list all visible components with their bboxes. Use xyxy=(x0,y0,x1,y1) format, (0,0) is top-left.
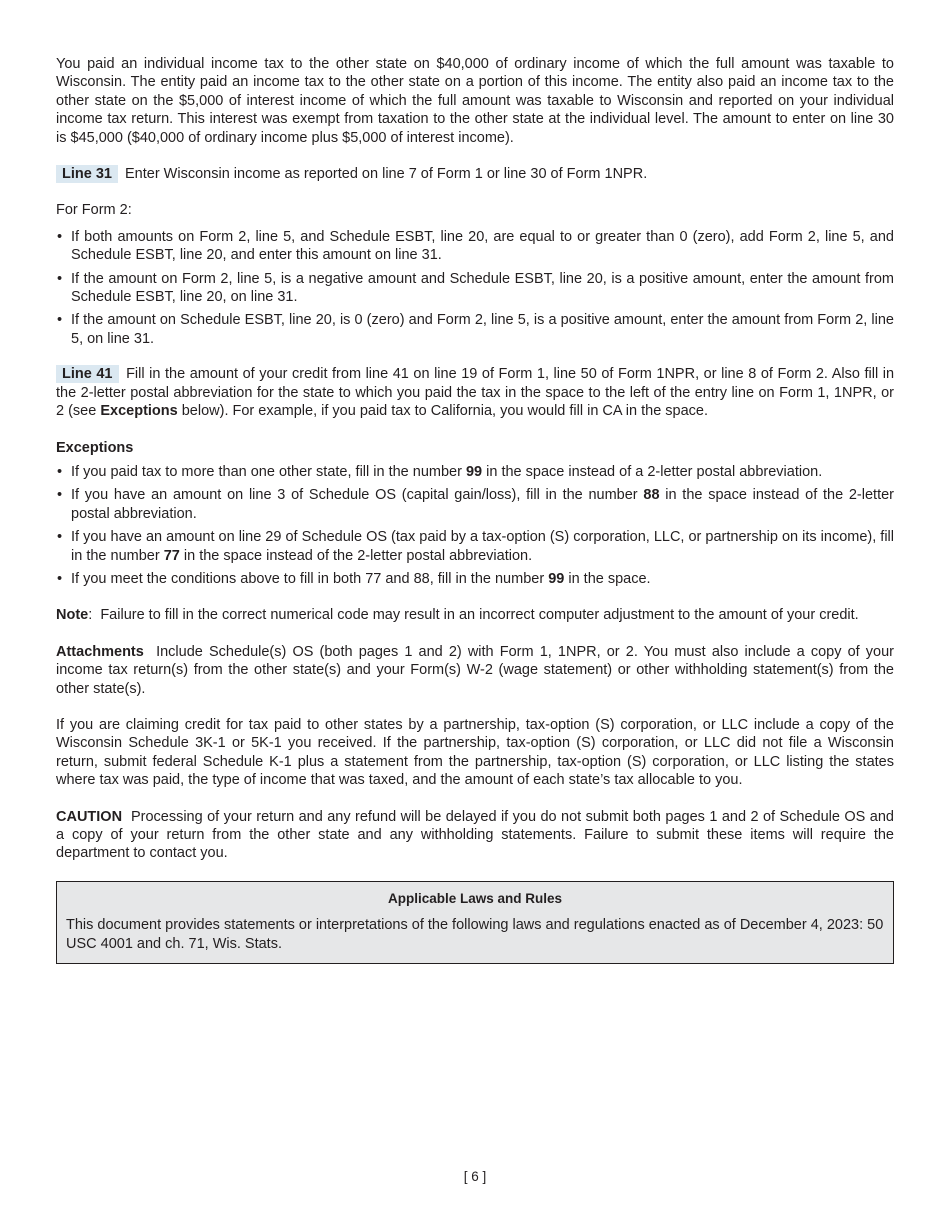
partnership-paragraph: If you are claiming credit for tax paid to other states by a partnership, tax-option (S) corporation, or LLC include a copy of the Wisconsin Schedule 3K-1 or 5K-1 you received. If the partnership, tax-option (S) corporation, or LLC did not file a Wisconsin return, submit federal Schedule K-1 plus a statement from the partnership, tax-option (S) corporation, or LLC listing the states where tax was paid, the type of income that was taxed, and the amount of each state’s tax allocable to you. xyxy=(56,716,894,789)
list-item: • If both amounts on Form 2, line 5, and Schedule ESBT, line 20, are equal to or greater than 0 (zero), add Form 2, line 5, and Schedule ESBT, line 20, and enter this amount on line 31. xyxy=(56,228,894,265)
form2-heading: For Form 2: xyxy=(56,202,132,219)
line31-paragraph xyxy=(56,165,894,183)
document-page xyxy=(56,55,894,964)
list-item: • If you paid tax to more than one other state, fill in the number 99 in the space instead of a 2-letter postal abbreviation. xyxy=(56,463,894,481)
caution-paragraph xyxy=(56,808,894,863)
applicable-laws-title: Applicable Laws and Rules xyxy=(387,890,563,906)
attachments-label: Attachments xyxy=(56,643,144,660)
note-label: Note xyxy=(56,607,89,624)
exceptions-heading: Exceptions xyxy=(56,439,134,456)
list-item: • If the amount on Schedule ESBT, line 20, is 0 (zero) and Form 2, line 5, is a positive amount, enter the amount from Form 2, line 5, on line 31. xyxy=(56,311,894,348)
list-item: • If you meet the conditions above to fill in both 77 and 88, fill in the number 99 in the space. xyxy=(56,570,894,588)
list-item: • If the amount on Form 2, line 5, is a negative amount and Schedule ESBT, line 20, is a positive amount, enter the amount from Schedule ESBT, line 20, on line 31. xyxy=(56,270,894,307)
note-text: Failure to fill in the correct numerical code may result in an incorrect computer adjustment to the amount of your credit. xyxy=(100,607,859,624)
list-item: • If you have an amount on line 3 of Schedule OS (capital gain/loss), fill in the number 88 in the space instead of the 2-letter postal abbreviation. xyxy=(56,486,894,523)
applicable-laws-text: This document provides statements or interpretations of the following laws and regulations enacted as of December 4, 2023: 50 USC 4001 and ch. 71, Wis. Stats. xyxy=(66,917,884,952)
line41-text-before: Fill in the amount of your credit from line 41 on line 19 of Form 1, line 50 of Form 1NPR, or line 8 of Form 2. Also fill in the 2-letter postal abbreviation for the state to which you paid the tax in the space to the left of the entry line on Form 1, 1NPR, or 2 (see xyxy=(56,366,895,420)
line31-label: Line 31 xyxy=(56,165,118,183)
line41-exceptions-ref: Exceptions xyxy=(100,403,178,420)
intro-paragraph: You paid an individual income tax to the other state on $40,000 of ordinary income of which the full amount was taxable to Wisconsin. The entity paid an income tax to the other state on a portion of this income. The entity also paid an income tax to the other state on the $5,000 of interest income of which the full amount was taxable to Wisconsin and reported on your individual income tax return. This interest was exempt from taxation to the other state at the individual level. The amount to enter on line 30 is $45,000 ($40,000 of ordinary income plus $5,000 of interest income). xyxy=(56,56,894,146)
page-number: [ 6 ] xyxy=(463,1169,487,1184)
note-paragraph: Note: Failure to fill in the correct numerical code may result in an incorrect computer adjustment to the amount of your credit. xyxy=(56,607,859,624)
attachments-paragraph xyxy=(56,643,894,698)
line31-text: Enter Wisconsin income as reported on line 7 of Form 1 or line 30 of Form 1NPR. xyxy=(125,166,648,183)
attachments-text: Include Schedule(s) OS (both pages 1 and 2) with Form 1, 1NPR, or 2. You must also include a copy of your income tax return(s) from the other state(s) and your Form(s) W-2 (wage statement) or other withholding statement(s) from the other state(s). xyxy=(56,643,894,697)
applicable-laws-box xyxy=(56,881,894,964)
list-item: • If you have an amount on line 29 of Schedule OS (tax paid by a tax-option (S) corporation, LLC, or partnership on its income), fill in the number 77 in the space instead of the 2-letter postal abbreviation. xyxy=(56,528,894,565)
exceptions-list xyxy=(56,463,894,588)
line41-text-after: below). For example, if you paid tax to California, you would fill in CA in the space. xyxy=(181,403,709,420)
form2-bullet-list xyxy=(56,228,894,348)
caution-text: Processing of your return and any refund will be delayed if you do not submit both pages 1 and 2 of Schedule OS and a copy of your return from the other state and any withholding statements. Failure to submit these items will require the department to contact you. xyxy=(56,808,894,862)
line41-label: Line 41 xyxy=(56,365,119,383)
line41-paragraph xyxy=(56,365,894,420)
caution-label: CAUTION xyxy=(56,808,123,825)
